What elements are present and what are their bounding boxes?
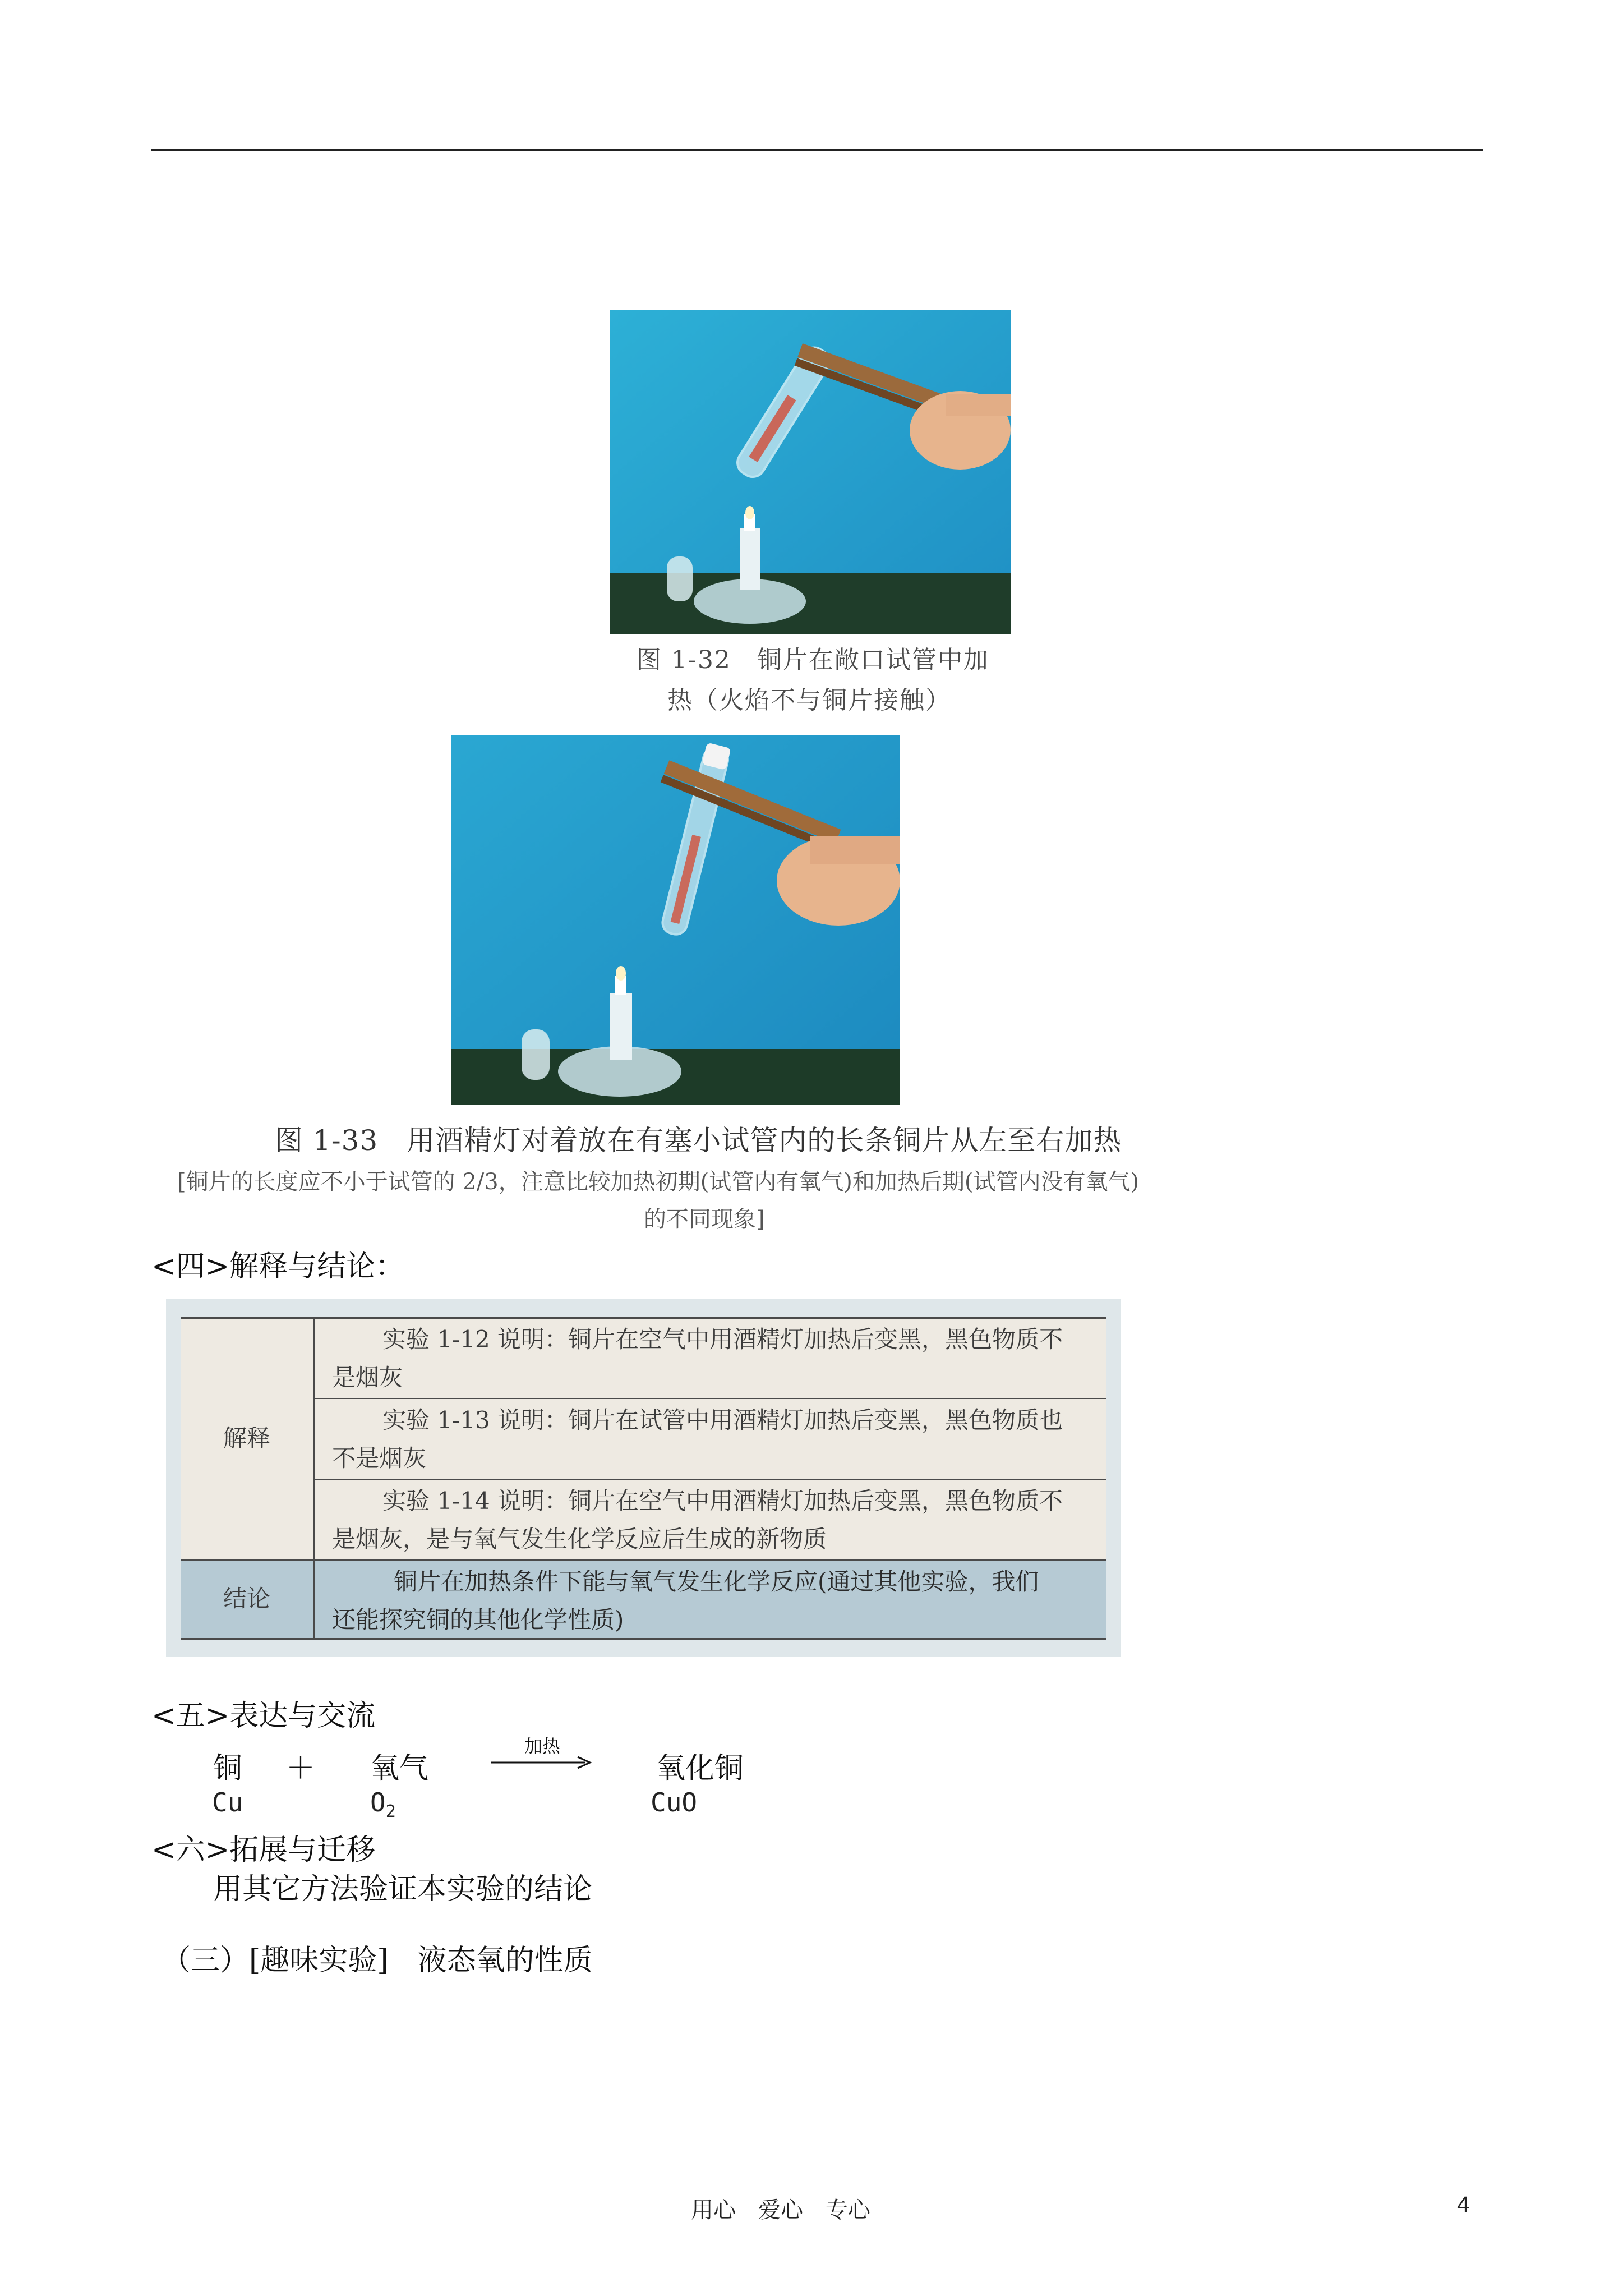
section-3-heading: （三）[趣味实验] 液态氧的性质 [162,1944,593,1977]
figure-1-33-note-line2: 的不同现象] [644,1207,765,1232]
footer-motto: 用心 爱心 专心 [691,2197,870,2223]
reactant-oxygen: 氧气 [370,1752,429,1786]
table-row-3-line1: 实验 1-14 说明：铜片在空气中用酒精灯加热后变黑，黑色物质不 [382,1487,1063,1515]
explanation-conclusion-table [166,1299,1121,1657]
figure-1-33-caption: 图 1-33 用酒精灯对着放在有塞小试管内的长条铜片从左至右加热 [275,1124,1122,1157]
table-row-1-line1: 实验 1-12 说明：铜片在空气中用酒精灯加热后变黑，黑色物质不 [382,1326,1063,1353]
formula-cuo: CuO [651,1787,698,1818]
formula-cu: Cu [212,1787,243,1818]
section-5-heading: <五>表达与交流 [151,1699,376,1733]
formula-o2-base: O [370,1787,386,1818]
plus-sign: ＋ [286,1752,316,1786]
figure-1-33-photo [451,735,900,1105]
reactant-copper: 铜 [213,1752,243,1786]
page-number: 4 [1457,2192,1470,2217]
figure-1-32-caption-line2: 热（火焰不与铜片接触） [667,686,951,715]
table-conclusion-line1: 铜片在加热条件下能与氧气发生化学反应(通过其他实验，我们 [394,1568,1039,1595]
table-row-2-line1: 实验 1-13 说明：铜片在试管中用酒精灯加热后变黑，黑色物质也 [382,1406,1063,1434]
formula-o2-subscript: 2 [385,1802,396,1822]
section-4-heading: <四>解释与结论： [151,1250,405,1283]
table-conclusion-line2: 还能探究铜的其他化学性质) [332,1606,624,1634]
table-label-explain: 解释 [223,1424,270,1452]
formula-o2 [370,1787,396,1821]
figure-1-32-photo [610,310,1011,634]
table-row-1-line2: 是烟灰 [332,1364,403,1391]
table-row-3-line2: 是烟灰，是与氧气发生化学反应后生成的新物质 [332,1525,827,1553]
section-6-heading: <六>拓展与迁移 [151,1833,376,1867]
product-copper-oxide: 氧化铜 [656,1752,744,1786]
section-6-text: 用其它方法验证本实验的结论 [213,1872,593,1906]
table-row-2-line2: 不是烟灰 [332,1444,427,1472]
figure-1-33-note-line1: [铜片的长度应不小于试管的 2/3，注意比较加热初期(试管内有氧气)和加热后期(试管内没有氧气) [177,1169,1140,1195]
reaction-condition: 加热 [524,1736,561,1757]
figure-1-32-caption-line1: 图 1-32 铜片在敞口试管中加 [637,646,989,674]
header-rule [151,149,1483,151]
reaction-arrow-icon [491,1756,592,1769]
table-label-conclusion: 结论 [223,1585,270,1612]
